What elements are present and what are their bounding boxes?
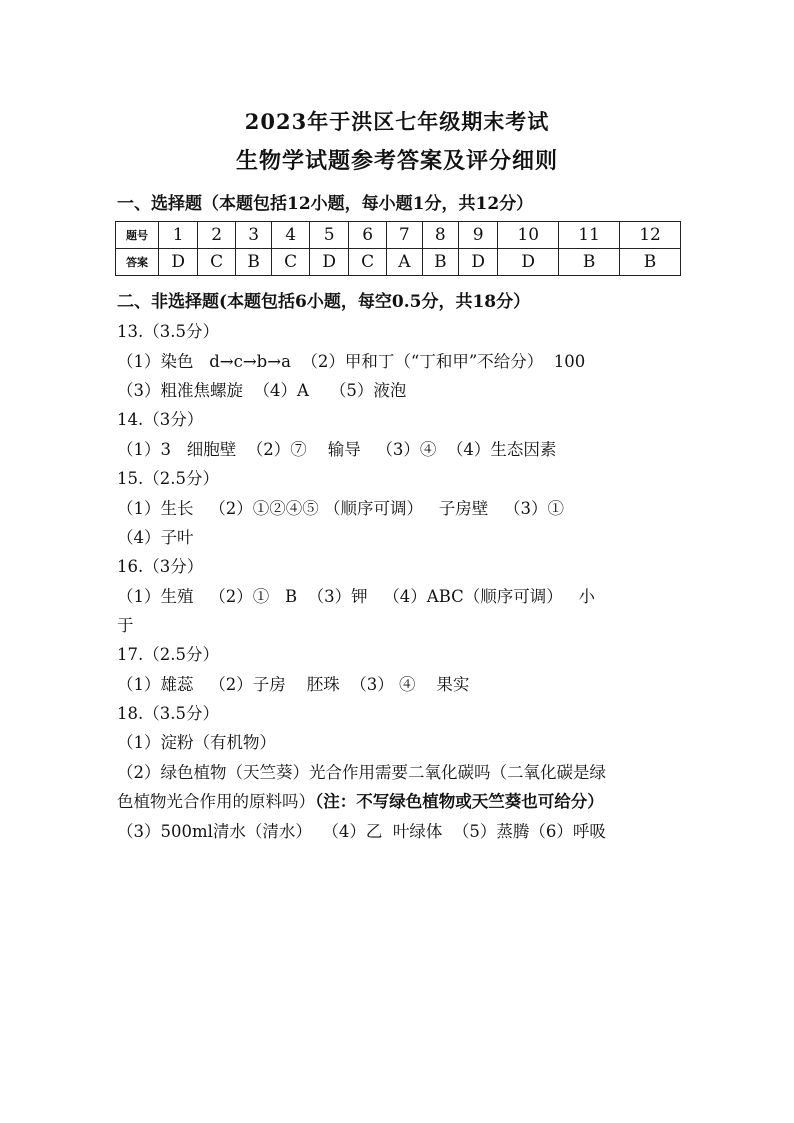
answer-line: （1）3 细胞壁 （2）⑦ 输导 （3）④ （4）生态因素 — [117, 440, 557, 459]
answer-line: （3）粗准焦螺旋 （4）A （5）液泡 — [117, 381, 407, 400]
answer-line: 于 — [117, 616, 134, 635]
answer-cell: D — [309, 249, 348, 276]
question-number: 9 — [458, 222, 497, 249]
question-number: 5 — [309, 222, 348, 249]
answer-line: （1）染色 d→c→b→a （2）甲和丁（“丁和甲”不给分） 100 — [117, 352, 586, 371]
answer-line: （1）生殖 （2）① B （3）钾 （4）ABC（顺序可调） 小 — [117, 587, 596, 606]
answer-cell: C — [272, 249, 310, 276]
answer-cell: B — [236, 249, 272, 276]
row-label-question: 题号 — [116, 222, 159, 249]
answer-cell: B — [422, 249, 458, 276]
question-number: 6 — [349, 222, 387, 249]
answer-cell: D — [498, 249, 559, 276]
answer-cell: B — [620, 249, 681, 276]
question-18-header: 18.（3.5分） — [117, 704, 219, 723]
answer-line: （3）500ml清水（清水） （4）乙 叶绿体 （5）蒸腾（6）呼吸 — [117, 822, 606, 841]
answer-cell: D — [458, 249, 497, 276]
answer-cell: A — [386, 249, 422, 276]
question-number: 3 — [236, 222, 272, 249]
answer-line: （1）生长 （2）①②④⑤ （顺序可调） 子房壁 （3）① — [117, 499, 564, 518]
question-number: 11 — [559, 222, 620, 249]
question-number: 1 — [159, 222, 198, 249]
question-16-header: 16.（3分） — [117, 557, 204, 576]
question-17-header: 17.（2.5分） — [117, 645, 219, 664]
answer-line — [117, 788, 604, 812]
document-title: 2023年于洪区七年级期末考试 — [244, 109, 550, 134]
answer-line: （4）子叶 — [117, 528, 194, 547]
answer-cell: B — [559, 249, 620, 276]
answer-line-text: 色植物光合作用的原料吗） — [117, 792, 315, 811]
question-number: 7 — [386, 222, 422, 249]
row-label-answer: 答案 — [116, 249, 159, 276]
answer-cell: C — [349, 249, 387, 276]
section-heading-choice: 一、选择题（本题包括12小题，每小题1分，共12分） — [117, 194, 534, 214]
question-14-header: 14.（3分） — [117, 410, 204, 429]
question-15-header: 15.（2.5分） — [117, 469, 219, 488]
question-number: 12 — [620, 222, 681, 249]
question-number: 2 — [198, 222, 236, 249]
answer-cell: C — [198, 249, 236, 276]
answer-table — [115, 221, 681, 276]
question-number: 4 — [272, 222, 310, 249]
answer-cell: D — [159, 249, 198, 276]
question-number: 8 — [422, 222, 458, 249]
table-row-answers — [116, 249, 681, 276]
section-heading-nonchoice: 二、非选择题(本题包括6小题，每空0.5分，共18分） — [117, 292, 531, 312]
table-row-numbers — [116, 222, 681, 249]
question-13-header: 13.（3.5分） — [117, 322, 219, 341]
answer-line: （1）淀粉（有机物） — [117, 733, 276, 752]
question-number: 10 — [498, 222, 559, 249]
answer-line: （1）雄蕊 （2）子房 胚珠 （3） ④ 果实 — [117, 675, 470, 694]
document-subtitle: 生物学试题参考答案及评分细则 — [235, 148, 558, 174]
answer-line: （2）绿色植物（天竺葵）光合作用需要二氧化碳吗（二氧化碳是绿 — [117, 763, 606, 782]
grading-note: （注：不写绿色植物或天竺葵也可给分） — [315, 792, 604, 811]
